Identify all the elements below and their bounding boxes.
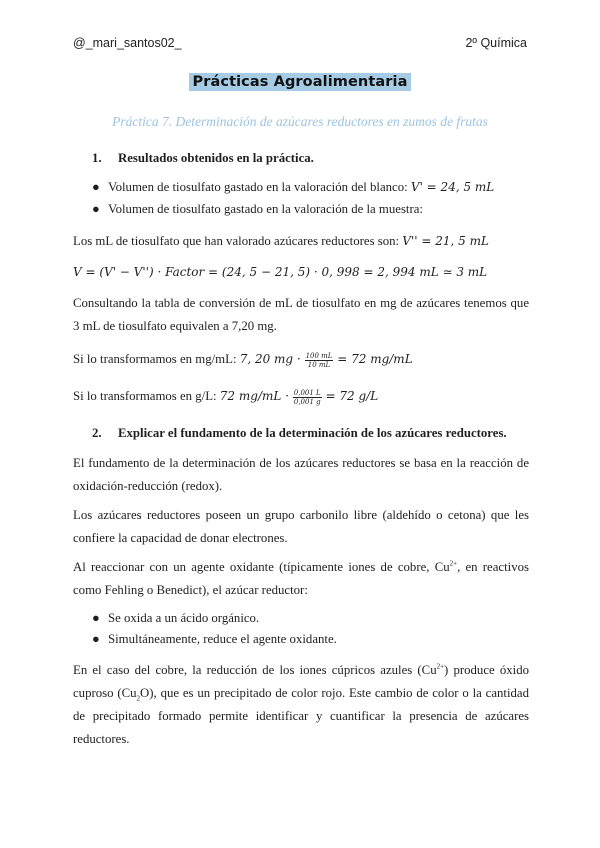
volume-formula: V = (V' − V'') · Factor = (24, 5 − 21, 5) · 0, 998 = 2, 994 mL ≃ 3 mL [73,265,488,279]
header-author: @_mari_santos02_ [73,36,182,50]
section1-bullet-1 [92,180,494,195]
section2-paragraph-4 [73,659,529,751]
section1-bullet-2 [92,202,423,217]
paragraph-text: , en reactivos como Fehling o Benedict), el azúcar reductor: [73,560,529,597]
document-title-wrap [0,73,600,91]
section2-title: Explicar el fundamento de la determinación de los azúcares reductores. [118,426,507,440]
conversion-result: = 72 mg/mL [333,352,413,366]
conversion-text: Si lo transformamos en g/L: [73,389,220,403]
section2-number: 2. [92,426,102,440]
document-subtitle: Práctica 7. Determinación de azúcares reductores en zumos de frutas [112,114,488,129]
fraction-denominator: 0,001 g [293,397,321,406]
conversion-result: = 72 g/L [321,389,379,403]
bullet-dot-icon: ● [92,202,100,216]
section2-paragraph-3 [73,556,529,602]
formula-subscript: 2 [136,694,141,703]
bullet-text: Volumen de tiosulfato gastado en la valoración de la muestra: [108,202,423,216]
fraction-denominator: 10 mL [307,360,331,369]
section1-paragraph-2: Consultando la tabla de conversión de mL de tiosulfato en mg de azúcares tenemos que 3 mL de tiosulfato equivalen a 7,20 mg. [73,296,529,333]
conversion-fraction [293,389,322,406]
document-title: Prácticas Agroalimentaria [189,73,412,91]
section1-number: 1. [92,151,102,165]
bullet-math: V' = 24, 5 mL [410,180,495,194]
fraction-numerator: 100 mL [305,351,333,360]
bullet-text: Volumen de tiosulfato gastado en la valoración del blanco: [108,180,411,194]
conversion-fraction [305,352,334,369]
section1-paragraph-1 [73,233,529,249]
charge-superscript: 2+ [449,559,458,568]
section2-heading [92,425,532,441]
section1-title: Resultados obtenidos en la práctica. [118,151,314,165]
fraction-numerator: 0,001 L [293,388,321,397]
bullet-dot-icon: ● [92,180,100,194]
bullet-text: Se oxida a un ácido orgánico. [108,611,260,625]
bullet-dot-icon: ● [92,632,100,646]
conversion-lead: 7, 20 mg · [239,352,305,366]
bullet-text: Simultáneamente, reduce el agente oxidante. [108,632,337,646]
paragraph-text: Al reaccionar con un agente oxidante (típicamente iones de cobre, Cu [73,560,450,574]
conversion-text: Si lo transformamos en mg/mL: [73,352,240,366]
section1-heading [92,150,548,166]
conversion-mg-ml [73,348,529,370]
paragraph-text: En el caso del cobre, la reducción de los iones cúpricos azules (Cu [73,663,437,677]
charge-superscript: 2+ [436,662,445,671]
paragraph-text: O), que es un precipitado de color rojo. Este cambio de color o la cantidad de precipitado formado permite identificar y cuantificar la presencia de azúcares reductores. [73,686,529,746]
header-course: 2º Química [465,36,527,50]
conversion-g-l [73,385,529,407]
bullet-dot-icon: ● [92,611,100,625]
section2-bullet-2 [92,632,337,647]
section2-bullet-1 [92,611,259,626]
paragraph-text: Los mL de tiosulfato que han valorado azúcares reductores son: [73,234,403,248]
paragraph-math: V'' = 21, 5 mL [402,234,489,248]
section2-paragraph-1: El fundamento de la determinación de los azúcares reductores se basa en la reacción de oxidación-reducción (redox). [73,456,529,493]
conversion-lead: 72 mg/mL · [219,389,293,403]
paragraph-text: ) produce óxido cuproso (Cu [73,663,529,700]
section2-paragraph-2: Los azúcares reductores poseen un grupo carbonilo libre (aldehído o cetona) que les confiere la capacidad de donar electrones. [73,508,529,545]
